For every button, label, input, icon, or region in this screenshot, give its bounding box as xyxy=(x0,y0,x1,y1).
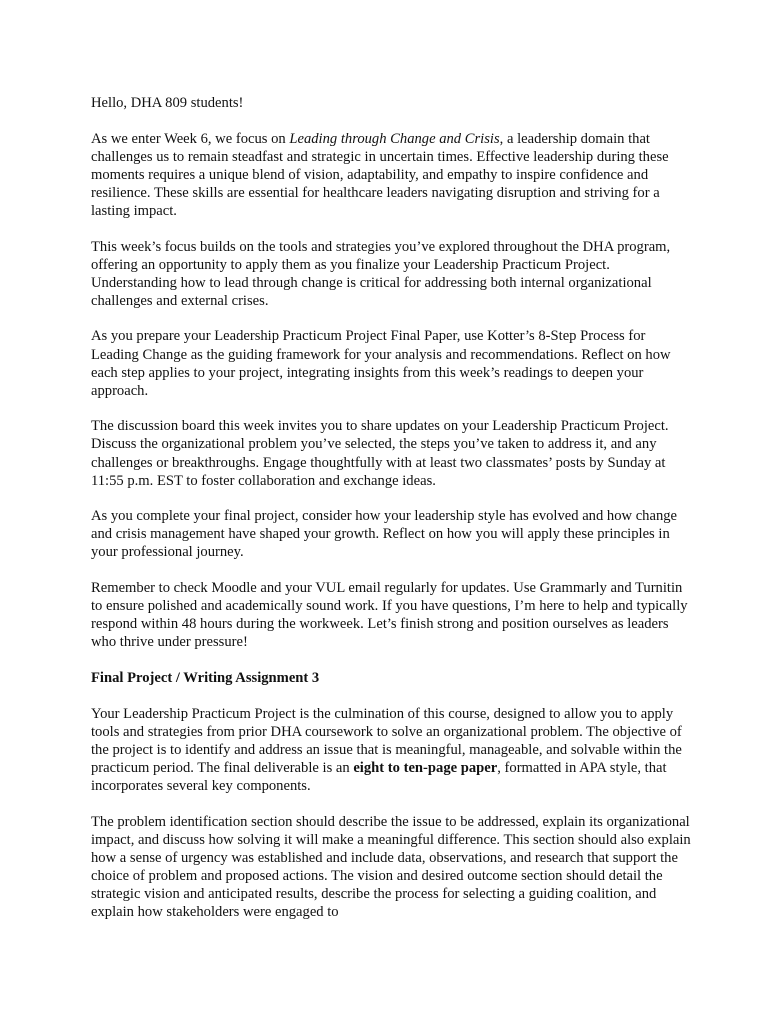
domain-title: Leading through Change and Crisis xyxy=(289,130,500,147)
paragraph-kotter: As you prepare your Leadership Practicum Project Final Paper, use Kotter’s 8-Step Process for Leading Change as the guiding framework for your analysis and recommendations. Reflect on how each step applies to your project, integrating insights from this week’s readings to deepen your approach. xyxy=(91,328,671,399)
document-body xyxy=(91,94,691,939)
paragraph-project-pre: Your Leadership Practicum Project is the culmination of this course, designed to allow you to apply tools and strategies from prior DHA coursework to solve an organizational problem. The objective of the project is to identify and address an issue that is meaningful, manageable, and solvable within the practicum period. The final deliverable is an xyxy=(91,705,682,777)
paragraph-project-overview xyxy=(91,705,691,795)
paragraph-intro-post: , a leadership domain that challenges us to remain steadfast and strategic in uncertain times. Effective leadership during these moments requires a unique blend of vision, adaptability, and empathy to inspire confidence and resilience. These skills are essential for healthcare leaders navigating disruption and striving for a lasting impact. xyxy=(91,130,669,219)
paragraph-problem-identification: The problem identification section should describe the issue to be addressed, explain its organizational impact, and discuss how solving it will make a meaningful difference. This section should also explain how a sense of urgency was established and include data, observations, and research that support the choice of problem and proposed actions. The vision and desired outcome section should detail the strategic vision and anticipated results, describe the process for selecting a guiding coalition, and explain how stakeholders were engaged to xyxy=(91,813,691,921)
section-heading: Final Project / Writing Assignment 3 xyxy=(91,669,320,686)
paragraph-reminder: Remember to check Moodle and your VUL email regularly for updates. Use Grammarly and Turnitin to ensure polished and academically sound work. If you have questions, I’m here to help and typically respond within 48 hours during the workweek. Let’s finish strong and position ourselves as leaders who thrive under pressure! xyxy=(91,579,688,651)
greeting: Hello, DHA 809 students! xyxy=(91,95,244,111)
paragraph-reflection: As you complete your final project, consider how your leadership style has evolved and how change and crisis management have shaped your growth. Reflect on how you will apply these principles in your professional journey. xyxy=(91,508,678,561)
page-length-requirement: eight to ten-page paper xyxy=(353,760,498,777)
paragraph-project-post: , formatted in APA style, that incorporates several key components. xyxy=(91,760,667,795)
paragraph-intro xyxy=(91,130,691,220)
paragraph-intro-pre: As we enter Week 6, we focus on xyxy=(91,130,290,147)
paragraph-discussion: The discussion board this week invites you to share updates on your Leadership Practicum Project. Discuss the organizational problem you’ve selected, the steps you’ve taken to address it, and any challenges or breakthroughs. Engage thoughtfully with at least two classmates’ posts by Sunday at 11:55 p.m. EST to foster collaboration and exchange ideas. xyxy=(91,418,669,489)
paragraph-focus: This week’s focus builds on the tools and strategies you’ve explored throughout the DHA program, offering an opportunity to apply them as you finalize your Leadership Practicum Project. Understanding how to lead through change is critical for addressing both internal organizational challenges and external crises. xyxy=(91,238,671,309)
